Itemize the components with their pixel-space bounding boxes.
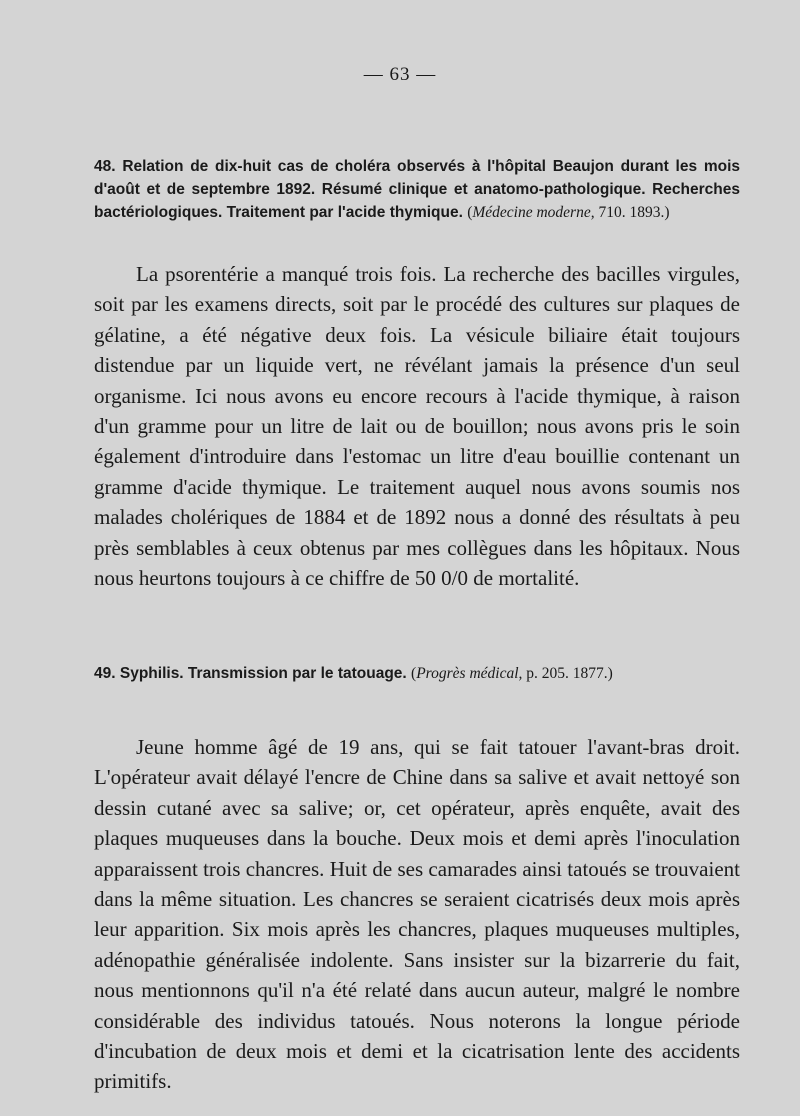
entry-number: 48. bbox=[94, 158, 116, 175]
entry-title: Relation de dix-huit cas de choléra observés à l'hôpital Beaujon durant les mois d'août et de septembre 1892. Résumé clinique et anatomo-pathologique. Recherches bactériologiques. Traitement par l'acide thymique. bbox=[94, 158, 740, 221]
entry-48 bbox=[94, 155, 740, 593]
citation-rest: 710. 1893.) bbox=[598, 204, 670, 221]
citation-journal: Médecine moderne, bbox=[472, 204, 595, 221]
citation-journal: Progrès médical, bbox=[416, 665, 523, 682]
citation-open: ( bbox=[411, 665, 417, 682]
entry-citation bbox=[411, 665, 613, 682]
entry-heading bbox=[94, 155, 740, 224]
entry-heading bbox=[94, 662, 740, 685]
citation-rest: p. 205. 1877.) bbox=[526, 665, 613, 682]
entry-body: Jeune homme âgé de 19 ans, qui se fait tatouer l'avant-bras droit. L'opérateur avait délayé l'encre de Chine dans sa salive et avait nettoyé son dessin cutané avec sa salive; or, cet opérateur, après enquête, avait des plaques muqueuses dans la bouche. Deux mois et demi après l'inoculation apparaissent trois chancres. Huit de ses camarades ainsi tatoués se trouvaient dans la même situation. Les chancres se seraient cicatrisés deux mois après leur apparition. Six mois après les chancres, plaques muqueuses multiples, adénopathie généralisée indolente. Sans insister sur la bizarrerie du fait, nous mentionnons qu'il n'a été relaté dans aucun auteur, malgré le nombre considérable des individus tatoués. Nous noterons la longue période d'incubation de deux mois et demi et la cicatrisation lente des accidents primitifs. bbox=[94, 735, 740, 1094]
entry-title: Syphilis. Transmission par le tatouage. bbox=[119, 665, 407, 682]
entry-body: La psorentérie a manqué trois fois. La recherche des bacilles virgules, soit par les examens directs, soit par le procédé des cultures sur plaques de gélatine, a été négative deux fois. La vésicule biliaire était toujours distendue par un liquide vert, ne révélant jamais la présence d'un seul organisme. Ici nous avons eu encore recours à l'acide thymique, à raison d'un gramme pour un litre de lait ou de bouillon; nous avons pris le soin également d'introduire dans l'estomac un litre d'eau bouillie contenant un gramme d'acide thymique. Le traitement auquel nous avons soumis nos malades cholériques de 1884 et de 1892 nous a donné des résultats à peu près semblables à ceux obtenus par mes collègues dans les hôpitaux. Nous nous heurtons toujours à ce chiffre de 50 0/0 de mortalité. bbox=[94, 262, 740, 591]
page-number: — 63 — bbox=[363, 64, 437, 85]
citation-open: ( bbox=[467, 204, 473, 221]
entry-number: 49. bbox=[94, 665, 116, 682]
entry-citation bbox=[467, 204, 669, 221]
entry-49 bbox=[94, 662, 740, 1097]
